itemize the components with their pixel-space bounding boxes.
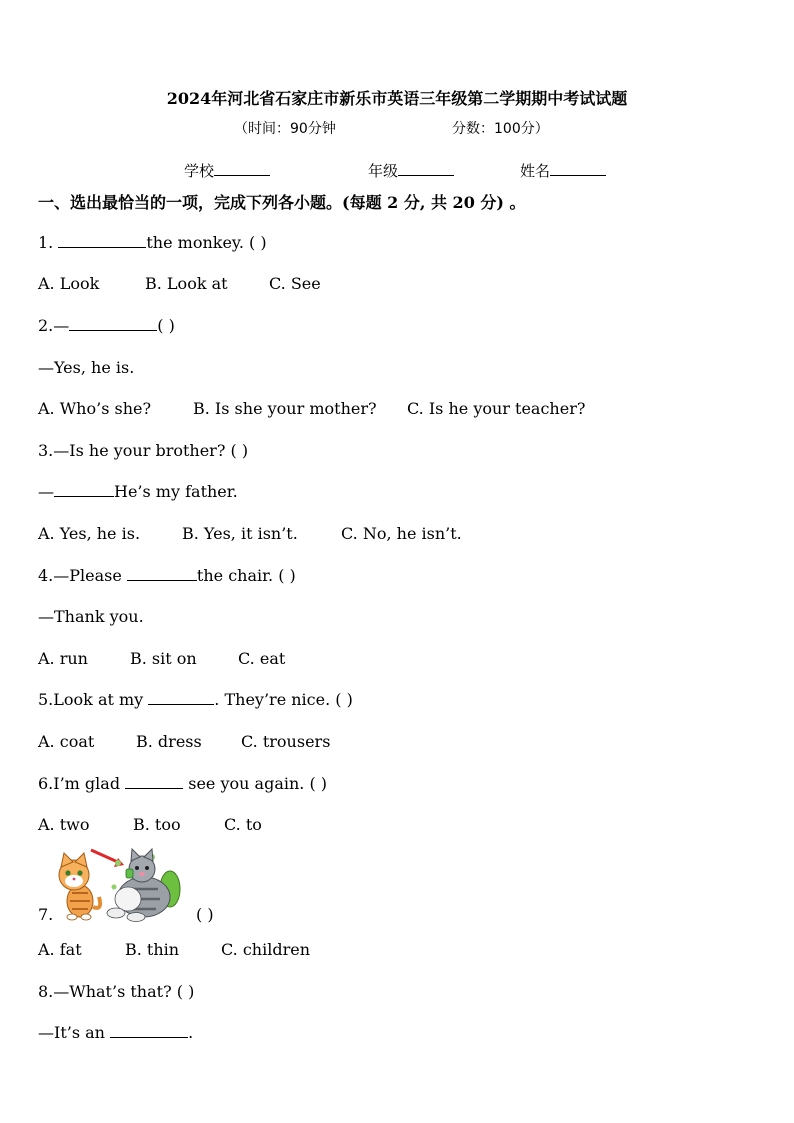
question-6	[38, 774, 327, 793]
q1-option-a[interactable]: A. Look	[38, 274, 100, 293]
q1-blank[interactable]	[58, 233, 146, 248]
school-blank[interactable]	[214, 161, 270, 176]
q5-option-c[interactable]: C. trousers	[241, 732, 331, 751]
q2-option-b[interactable]: B. Is she your mother?	[193, 399, 377, 418]
q4-option-a[interactable]: A. run	[38, 649, 88, 668]
q2-reply: —Yes, he is.	[38, 358, 135, 377]
name-label: 姓名	[520, 162, 551, 180]
q7-option-c[interactable]: C. children	[221, 940, 311, 959]
q2-blank[interactable]	[69, 316, 157, 331]
q6-option-a[interactable]: A. two	[38, 815, 90, 834]
school-field	[184, 160, 270, 181]
q1-number: 1.	[38, 233, 59, 252]
question-8: 8.—What’s that? ( )	[38, 982, 195, 1001]
question-4	[38, 566, 296, 585]
q3-reply-text: He’s my father.	[114, 482, 238, 501]
q6-pre: 6.I’m glad	[38, 774, 126, 793]
q4-option-c[interactable]: C. eat	[238, 649, 286, 668]
q7-option-b[interactable]: B. thin	[125, 940, 180, 959]
q2-option-c[interactable]: C. Is he your teacher?	[407, 399, 586, 418]
school-label: 学校	[184, 162, 215, 180]
q6-option-c[interactable]: C. to	[224, 815, 262, 834]
q1-option-c[interactable]: C. See	[269, 274, 321, 293]
q5-option-a[interactable]: A. coat	[38, 732, 95, 751]
q4-option-b[interactable]: B. sit on	[130, 649, 197, 668]
q4-blank[interactable]	[127, 566, 197, 581]
q5-post: . They’re nice. ( )	[214, 690, 353, 709]
q3-reply	[38, 482, 238, 501]
q5-option-b[interactable]: B. dress	[136, 732, 202, 751]
q7-number: 7.	[38, 905, 54, 924]
section-heading: 一、选出最恰当的一项，完成下列各小题。(每题 2 分, 共 20 分) 。	[38, 193, 526, 212]
q2-number: 2.—	[38, 316, 70, 335]
question-1	[38, 233, 267, 252]
q3-option-c[interactable]: C. No, he isn’t.	[341, 524, 462, 543]
q3-reply-dash: —	[38, 482, 54, 501]
question-2	[38, 316, 175, 335]
exam-score: 分数：100分）	[452, 121, 549, 137]
name-field	[520, 160, 606, 181]
q3-blank[interactable]	[54, 482, 114, 497]
q4-pre: 4.—Please	[38, 566, 127, 585]
thin-cat-drawing	[59, 853, 100, 920]
q5-blank[interactable]	[148, 690, 214, 705]
q4-reply: —Thank you.	[38, 607, 144, 626]
grade-blank[interactable]	[398, 161, 454, 176]
exam-time: （时间：90分钟	[234, 121, 336, 137]
question-5	[38, 690, 353, 709]
q6-post: see you again. ( )	[183, 774, 328, 793]
q5-pre: 5.Look at my	[38, 690, 149, 709]
cats-illustration	[44, 847, 184, 922]
q8-reply-pre: —It’s an	[38, 1023, 111, 1042]
q7-option-a[interactable]: A. fat	[38, 940, 82, 959]
q6-blank[interactable]	[125, 774, 183, 789]
q2-paren: ( )	[157, 316, 175, 335]
q6-option-b[interactable]: B. too	[133, 815, 181, 834]
q1-text: the monkey. ( )	[146, 233, 267, 252]
q8-blank[interactable]	[110, 1023, 188, 1038]
question-3: 3.—Is he your brother? ( )	[38, 441, 249, 460]
q1-option-b[interactable]: B. Look at	[145, 274, 228, 293]
q8-reply-post: .	[188, 1023, 194, 1042]
grade-field	[368, 160, 454, 181]
exam-title: 2024年河北省石家庄市新乐市英语三年级第二学期期中考试试题	[166, 89, 628, 108]
q2-option-a[interactable]: A. Who’s she?	[38, 399, 152, 418]
q3-option-a[interactable]: A. Yes, he is.	[38, 524, 141, 543]
q3-option-b[interactable]: B. Yes, it isn’t.	[182, 524, 298, 543]
q4-post: the chair. ( )	[196, 566, 296, 585]
grade-label: 年级	[368, 162, 399, 180]
name-blank[interactable]	[550, 161, 606, 176]
q8-reply	[38, 1023, 193, 1042]
q7-paren: ( )	[196, 905, 214, 924]
